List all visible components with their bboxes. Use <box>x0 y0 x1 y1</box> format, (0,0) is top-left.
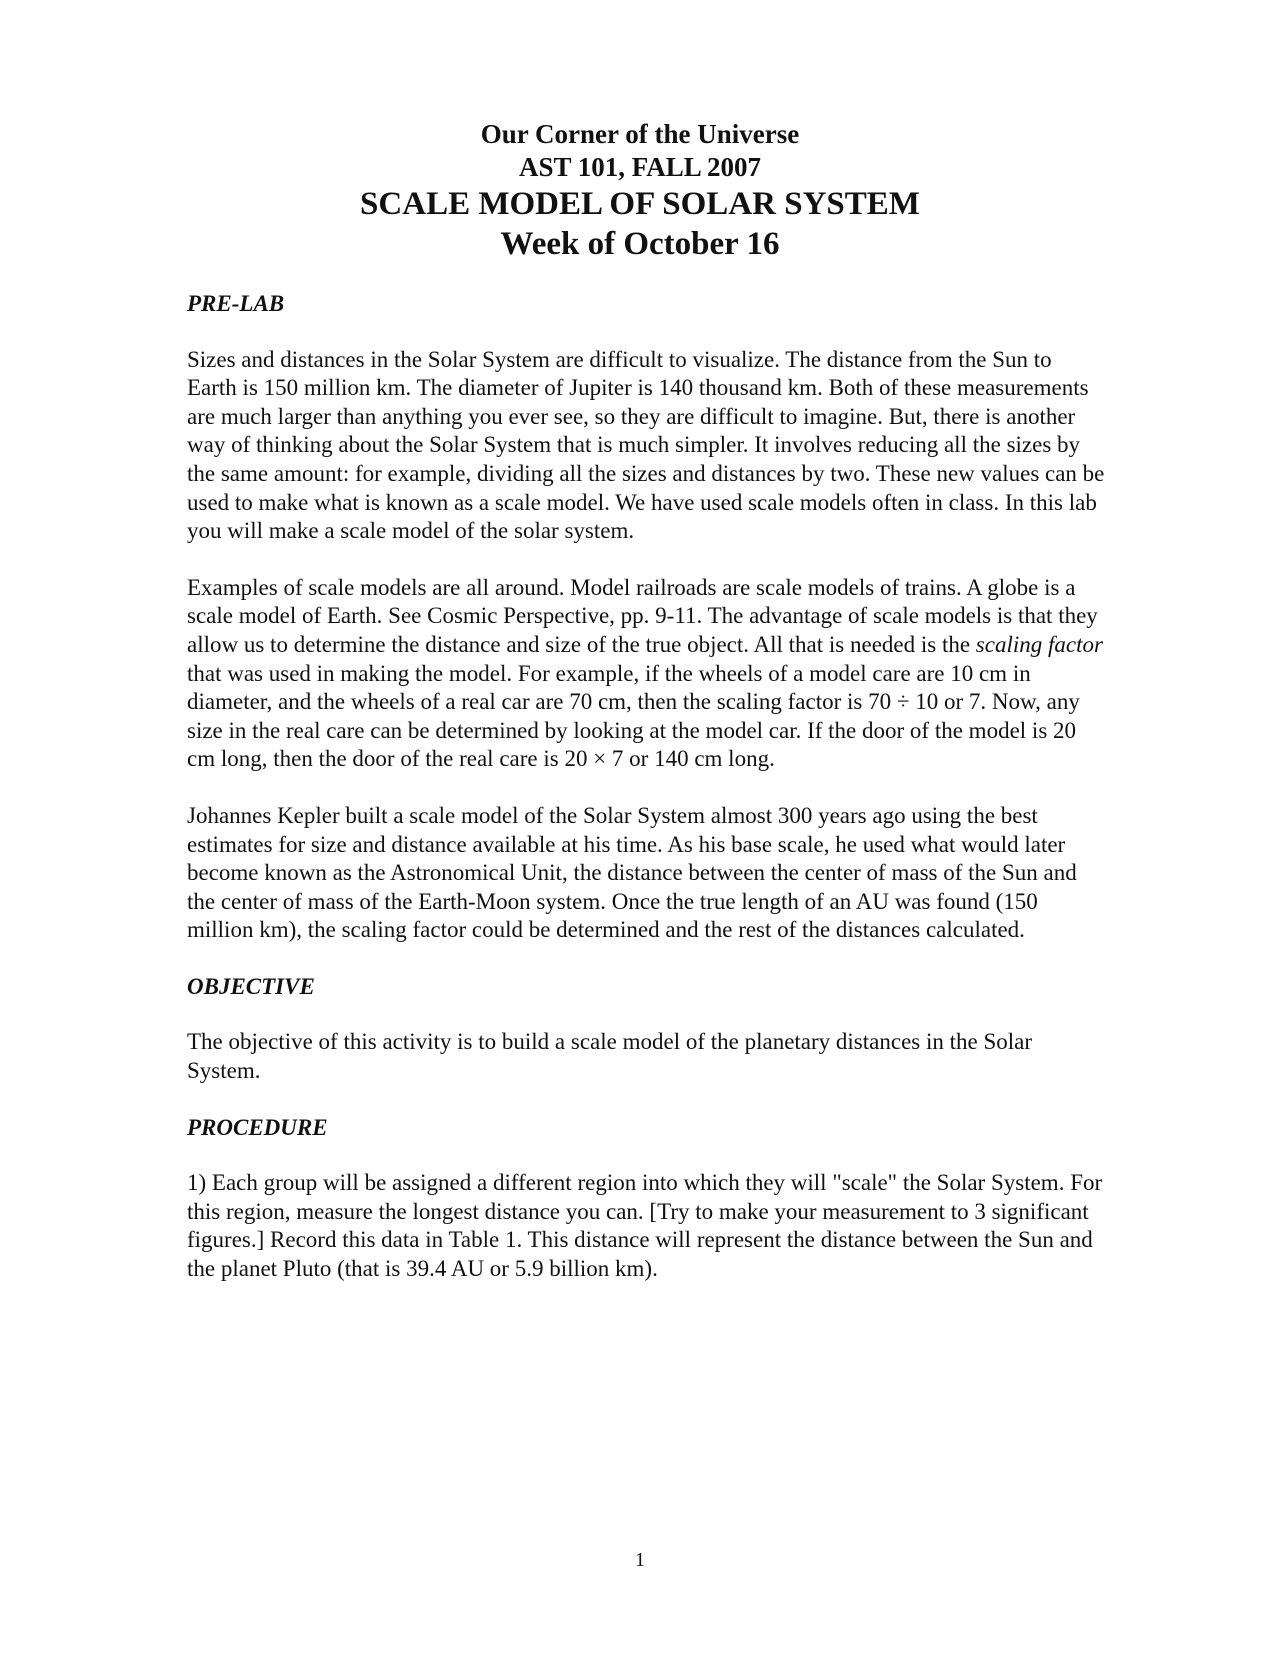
prelab-heading: PRE-LAB <box>187 291 285 316</box>
title-block <box>0 118 1280 264</box>
course-code: AST 101, FALL 2007 <box>518 152 762 182</box>
prelab-paragraph-2-part-2: that was used in making the model. For example, if the wheels of a model care are 10 cm in diameter, and the wheels of a real car are 70 cm, then the scaling factor is 70 ÷ 10 or 7. Now, any size in the real care can be determined by looking at the model car. If the door of the model is 20 cm long, then the door of the real care is 20 × 7 or 140 cm long. <box>187 660 1080 772</box>
objective-heading: OBJECTIVE <box>187 973 315 999</box>
document-body <box>187 290 1107 1312</box>
lab-title: SCALE MODEL OF SOLAR SYSTEM <box>360 186 920 222</box>
prelab-paragraph-3: Johannes Kepler built a scale model of the Solar System almost 300 years ago using the best estimates for size and distance available at his time. As his base scale, he used what would later become known as the Astronomical Unit, the distance between the center of mass of the Sun and the center of mass of the Earth-Moon system. Once the true length of an AU was found (150 million km), the scaling factor could be determined and the rest of the distances calculated. <box>187 802 1077 943</box>
lab-date: Week of October 16 <box>500 226 780 262</box>
prelab-paragraph-2-part-1: Examples of scale models are all around. Model railroads are scale models of trains. A globe is a scale model of Earth. See Cosmic Perspective, pp. 9-11. The advantage of scale models is that they allow us to determine the distance and size of the true object. All that is needed is the <box>187 574 1098 657</box>
procedure-heading: PROCEDURE <box>187 1114 328 1140</box>
prelab-paragraph-1: Sizes and distances in the Solar System are difficult to visualize. The distance from the Sun to Earth is 150 million km. The diameter of Jupiter is 140 thousand km. Both of these measurements are much larger than anything you ever see, so they are difficult to imagine. But, there is another way of thinking about the Solar System that is much simpler. It involves reducing all the sizes by the same amount: for example, dividing all the sizes and distances by two. These new values can be used to make what is known as a scale model. We have used scale models often in class. In this lab you will make a scale model of the solar system. <box>187 346 1105 544</box>
scaling-factor-emphasis: scaling factor <box>975 631 1103 657</box>
course-subtitle: Our Corner of the Universe <box>480 119 800 149</box>
objective-paragraph: The objective of this activity is to build a scale model of the planetary distances in the Solar System. <box>187 1029 1033 1084</box>
page-number: 1 <box>635 1549 645 1571</box>
prelab-paragraph-2 <box>187 574 1107 774</box>
procedure-step-1: 1) Each group will be assigned a different region into which they will "scale" the Solar System. For this region, measure the longest distance you can. [Try to make your measurement to 3 significant figures.] Record this data in Table 1. This distance will represent the distance between the Sun and the planet Pluto (that is 39.4 AU or 5.9 billion km). <box>187 1170 1103 1282</box>
